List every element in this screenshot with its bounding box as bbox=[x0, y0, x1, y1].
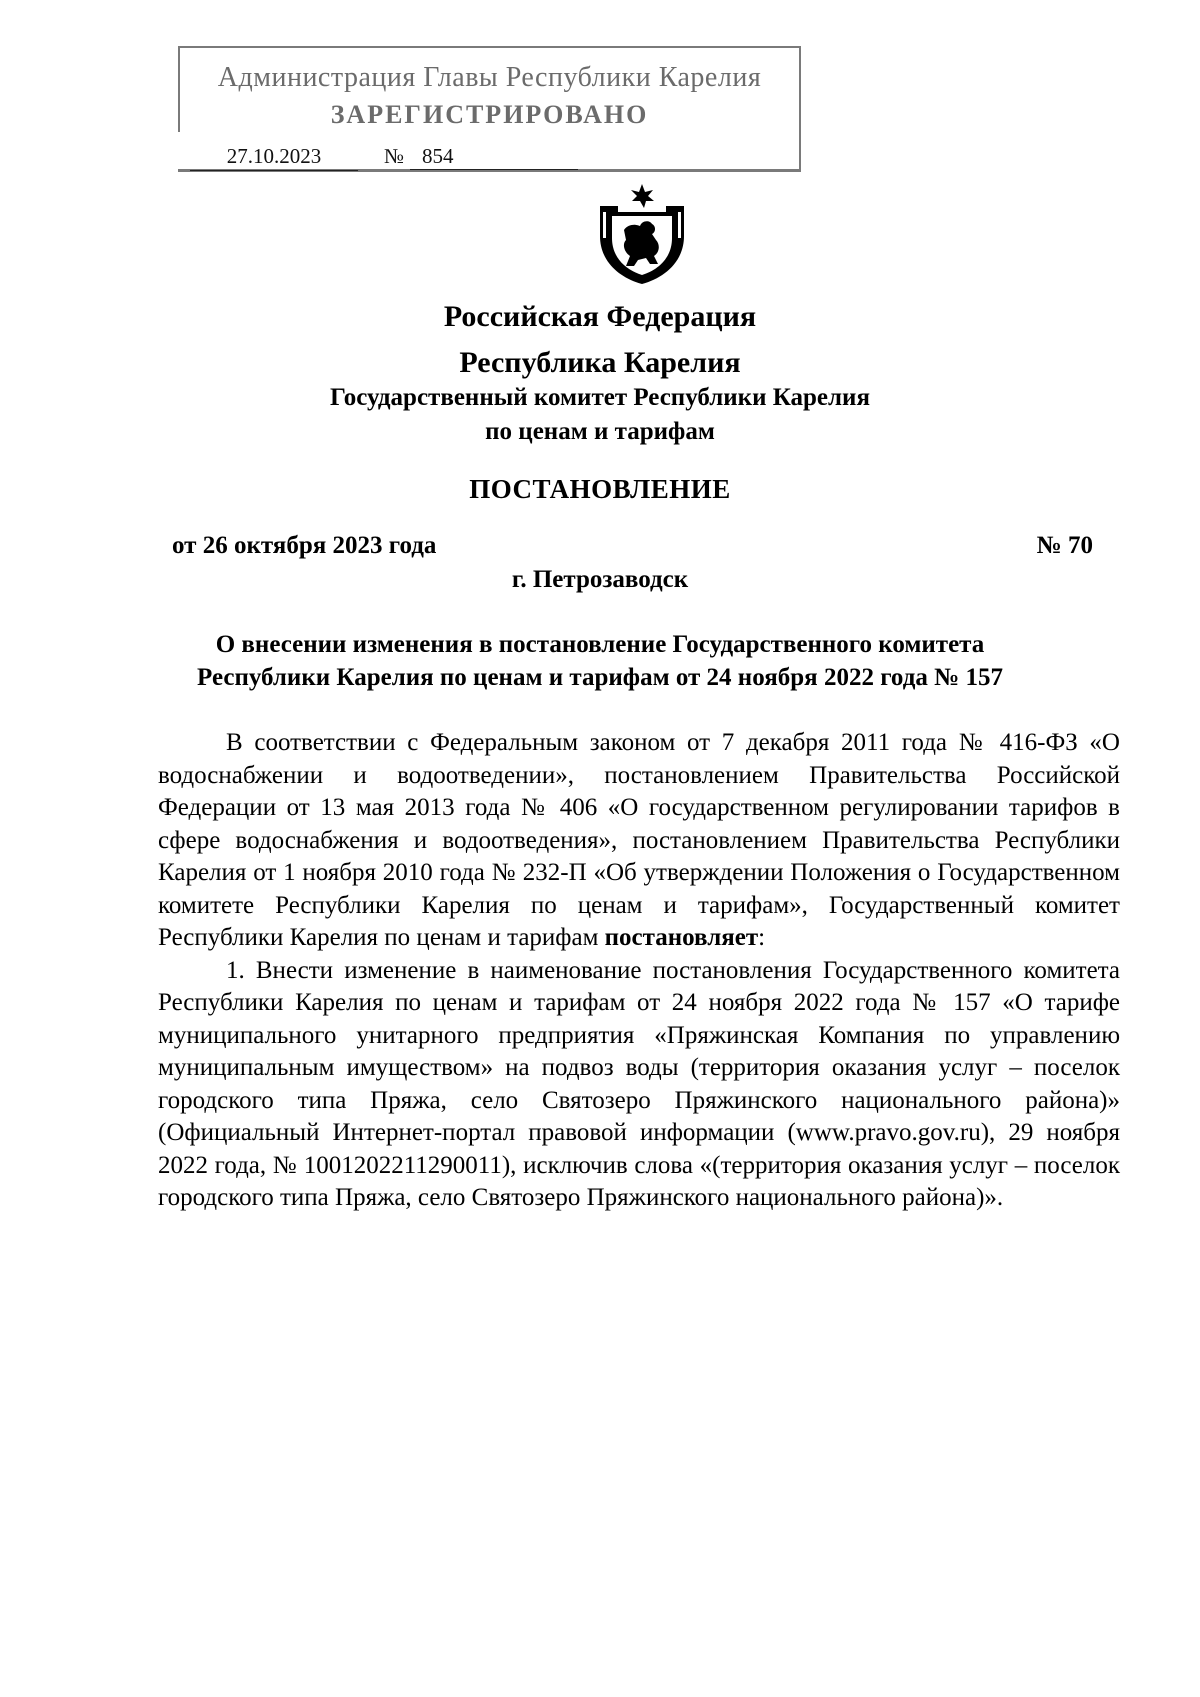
item-1-paragraph: 1. Внести изменение в наименование постановления Государственного комитета Республики Карелия по ценам и тарифам от 24 ноября 2022 года № 157 «О тарифе муниципального унитарного предприятия «Пряжинская Компания по управлению муниципальным имуществом» на подвоз воды (территория оказания услуг – поселок городского типа Пряжа, село Святозеро Пряжинского национального района)» (Официальный Интернет-портал правовой информации (www.pravo.gov.ru), 29 ноября 2022 года, № 1001202211290011), исключив слова «(территория оказания услуг – поселок городского типа Пряжа, село Святозеро Пряжинского национального района)». bbox=[158, 956, 1120, 1211]
preamble-paragraph bbox=[158, 727, 1120, 955]
stamp-date: 27.10.2023 bbox=[190, 144, 358, 171]
committee-heading-line2: по ценам и тарифам bbox=[485, 418, 715, 445]
resolves-word: постановляет bbox=[604, 924, 759, 951]
registration-stamp bbox=[178, 46, 801, 172]
karelia-coat-of-arms-icon bbox=[594, 182, 690, 286]
stamp-number-sign: № bbox=[383, 144, 405, 168]
republic-heading: Республика Карелия bbox=[459, 346, 741, 379]
committee-heading-line1: Государственный комитет Республики Карелия bbox=[330, 384, 870, 411]
stamp-number: 854 bbox=[410, 144, 578, 170]
document-title bbox=[150, 628, 1050, 694]
document-date: от 26 октября 2023 года bbox=[172, 532, 437, 559]
document-type: ПОСТАНОВЛЕНИЕ bbox=[469, 474, 731, 504]
document-title-line1: О внесении изменения в постановление Государственного комитета bbox=[215, 631, 985, 658]
document-body bbox=[158, 727, 1120, 1215]
preamble-colon: : bbox=[758, 924, 766, 951]
stamp-organization: Администрация Главы Республики Карелия bbox=[217, 62, 762, 93]
preamble-text: В соответствии с Федеральным законом от 7 декабря 2011 года № 416-ФЗ «О водоснабжении и водоотведении», постановлением Правительства Российской Федерации от 13 мая 2013 года № 406 «О государственном регулировании тарифов в сфере водоснабжения и водоотведения», постановлением Правительства Республики Карелия от 1 ноября 2010 года № 232-П «Об утверждении Положения о Государственном комитете Республики Карелия по ценам и тарифам», Государственный комитет Республики Карелия по ценам и тарифам bbox=[158, 729, 1120, 951]
document-title-line2: Республики Карелия по ценам и тарифам от 24 ноября 2022 года № 157 bbox=[197, 664, 1003, 691]
document-city: г. Петрозаводск bbox=[511, 566, 689, 593]
document-number: № 70 bbox=[1036, 532, 1093, 559]
country-heading: Российская Федерация bbox=[443, 300, 757, 333]
stamp-status: ЗАРЕГИСТРИРОВАНО bbox=[330, 100, 649, 129]
stamp-frame-top bbox=[178, 46, 801, 48]
